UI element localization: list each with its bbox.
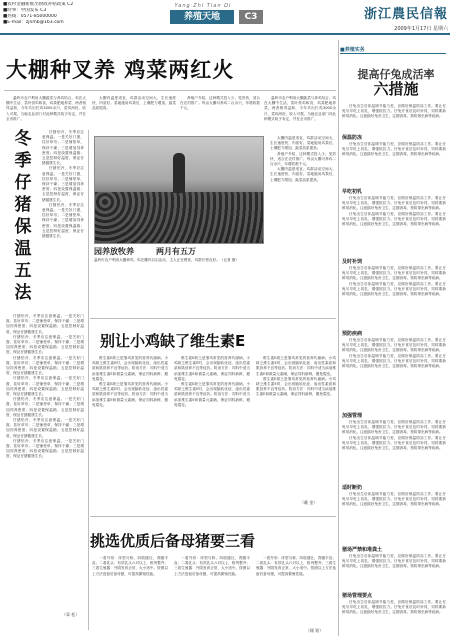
right-subhead[interactable]: 猪场严禁和堆粪土 bbox=[342, 547, 383, 553]
photo-side-text: 大棚内温度适宜，鸡群活动空间大，生长速度快，肉质好。菜地施用鸡粪后，土壤肥力增加，蔬菜品质提高。 养殖户介绍，这种模式投入少，见效快，适合在农村推广。每亩大棚可养鸡二百余只，年增收数千元。 大棚内温度适宜，鸡群活动空间大，生长速度快，肉质好。菜地施用鸡粪后，土壤肥力增加，蔬菜品质提高。 bbox=[270, 136, 336, 182]
publish-date: 2009年1月17日 星期六 bbox=[394, 26, 448, 32]
byline: （顾 铭） bbox=[306, 628, 324, 633]
index-line[interactable]: ■农村金融新推出财政补贴政策 C2 bbox=[3, 2, 74, 7]
right-subhead: 加强管理 bbox=[342, 413, 363, 419]
right-text: 仔兔出生后体温调节能力差，应做好保温防冻工作。要让仔兔尽早吃上初乳，增强抵抗力。仔兔开食后及时补饲，饲料要新鲜易消化。注意搞好兔舍卫生，定期消毒，预防球虫病等疾病。 bbox=[342, 142, 446, 157]
header-rule bbox=[0, 33, 450, 35]
index-lines bbox=[3, 2, 89, 26]
right-text: 仔兔出生后体温调节能力差，应做好保温防冻工作。要让仔兔尽早吃上初乳，增强抵抗力。仔兔开食后及时补饲，饲料要新鲜易消化。注意搞好兔舍卫生，定期消毒，预防球虫病等疾病。 bbox=[342, 554, 446, 569]
section-pinyin: Yang Zhi Tian Di bbox=[174, 3, 232, 9]
byline: （章 松） bbox=[62, 612, 80, 617]
vertical-title[interactable]: 冬 季 仔 猪 保 温 五 法 bbox=[14, 129, 32, 303]
right-column-label: ■养殖实务 bbox=[340, 46, 446, 54]
photo-note: 温岭市农户利用大棚养鸡，鸡在棚内自由活动，主人正在喂食，鸡群长势良好。（记者 摄） bbox=[94, 258, 239, 262]
masthead-logo: 浙江農民信報 bbox=[363, 7, 448, 22]
right-column-headline[interactable]: 提高仔兔成活率 六措施 bbox=[357, 68, 435, 98]
page-code: C3 bbox=[239, 10, 263, 24]
index-line: ■热线：0571-85000000 bbox=[3, 14, 57, 19]
right-subhead: 及时补饲 bbox=[342, 259, 363, 265]
right-text: 仔兔出生后体温调节能力差，应做好保温防冻工作。要让仔兔尽早吃上初乳，增强抵抗力。仔兔开食后及时补饲，饲料要新鲜易消化。注意搞好兔舍卫生，定期消毒，预防球虫病等疾病。 仔兔出生后体温调节能力差，应做好保温防冻工作。要让仔兔尽早吃上初乳，增强抵抗力。仔兔开食后及时补饲，饲料要新鲜易消化。注意搞好兔舍卫生，定期消毒，预防球虫病等疾病。 bbox=[342, 196, 446, 227]
article-photo[interactable] bbox=[94, 136, 264, 244]
farmer-figure bbox=[173, 153, 185, 193]
lead-paragraph: 温岭市农户利用大棚蔬菜与养鸡结合，鸡在大棚中生活，菜叶供鸡啄食，鸡粪肥地养菜，两者相得益彰，今年共出栏鸡3000余只，菜鸡两旺，收入可观。当地农业部门对此种模式给予肯定，并在全市推广。 bbox=[6, 96, 86, 121]
lead-paragraph-3: 养殖户介绍，这种模式投入少，见效快，适合在农村推广。每亩大棚可养鸡二百余只，年增收数千元。 bbox=[180, 96, 260, 111]
lead-paragraph-4: 温岭市农户利用大棚蔬菜与养鸡结合，鸡在大棚中生活，菜叶供鸡啄食，鸡粪肥地养菜，两者相得益彰，今年共出栏鸡3000余只，菜鸡两旺，收入可观。当地农业部门对此种模式给予肯定，并在全市推广。 bbox=[264, 96, 336, 121]
chicken-flock-image bbox=[95, 192, 264, 244]
section-title: 养殖天地 bbox=[170, 10, 234, 24]
article-a-col2: 维生素E缺乏是雏鸡常见的营养代谢病。小鸡缺乏维生素E时，会出现脑软化症、渗出性素质和肌营养不良等症状。防治方法：饲料中适当添加维生素E和微量元素硒，保证饲料新鲜，避免霉变。 维生素E缺乏是雏鸡常见的营养代谢病。小鸡缺乏维生素E时，会出现脑软化症、渗出性素质和肌营养不良等症状。防治方法：饲料中适当添加维生素E和微量元素硒，保证饲料新鲜，避免霉变。 bbox=[174, 356, 250, 407]
index-line: ■E-mail：zjnmb@163.com bbox=[3, 20, 64, 25]
right-text: 仔兔出生后体温调节能力差，应做好保温防冻工作。要让仔兔尽早吃上初乳，增强抵抗力。仔兔开食后及时补饲，饲料要新鲜易消化。注意搞好兔舍卫生，定期消毒，预防球虫病等疾病。 仔兔出生后体温调节能力差，应做好保温防冻工作。要让仔兔尽早吃上初乳，增强抵抗力。仔兔开食后及时补饲，饲料要新鲜易消化。注意搞好兔舍卫生，定期消毒，预防球虫病等疾病。 bbox=[342, 420, 446, 451]
right-intro-text: 仔兔出生后体温调节能力差，应做好保温防冻工作。要让仔兔尽早吃上初乳，增强抵抗力。仔兔开食后及时补饲，饲料要新鲜易消化。注意搞好兔舍卫生，定期消毒，预防球虫病等疾病。 bbox=[342, 104, 446, 119]
subheadline-vitamin-e[interactable]: 别让小鸡缺了维生素E bbox=[100, 332, 246, 350]
subheadline-sow-selection[interactable]: 挑选优质后备母猪要三看 bbox=[90, 532, 256, 550]
right-subhead: 早吃初乳 bbox=[342, 189, 363, 195]
right-text: 仔兔出生后体温调节能力差，应做好保温防冻工作。要让仔兔尽早吃上初乳，增强抵抗力。仔兔开食后及时补饲，饲料要新鲜易消化。注意搞好兔舍卫生，定期消毒，预防球虫病等疾病。 仔兔出生后体温调节能力差，应做好保温防冻工作。要让仔兔尽早吃上初乳，增强抵抗力。仔兔开食后及时补饲，饲料要新鲜易消化。注意搞好兔舍卫生，定期消毒，预防球虫病等疾病。 bbox=[342, 266, 446, 297]
byline: （戴 金） bbox=[300, 500, 318, 505]
lead-paragraph-2: 大棚内温度适宜，鸡群活动空间大，生长速度快，肉质好。菜地施用鸡粪后，土壤肥力增加，蔬菜品质提高。 bbox=[92, 96, 176, 111]
article-b-col3: 一看外形：体型匀称，四肢健壮，背腰平直；二看乳头：有效乳头六对以上，排列整齐；三看生殖器：外阴发育正常，大小适中。按照以上方法选留后备母猪，可提高繁殖性能。 bbox=[256, 556, 336, 576]
article-b-col2: 一看外形：体型匀称，四肢健壮，背腰平直；二看乳头：有效乳头六对以上，排列整齐；三看生殖器：外阴发育正常，大小适中。按照以上方法选留后备母猪，可提高繁殖性能。 bbox=[174, 556, 250, 576]
right-text: 仔兔出生后体温调节能力差，应做好保温防冻工作。要让仔兔尽早吃上初乳，增强抵抗力。仔兔开食后及时补饲，饲料要新鲜易消化。注意搞好兔舍卫生，定期消毒，预防球虫病等疾病。 仔兔出生后体温调节能力差，应做好保温防冻工作。要让仔兔尽早吃上初乳，增强抵抗力。仔兔开食后及时补饲，饲料要新鲜易消化。注意搞好兔舍卫生，定期消毒，预防球虫病等疾病。 bbox=[342, 338, 446, 369]
right-text: 仔兔出生后体温调节能力差，应做好保温防冻工作。要让仔兔尽早吃上初乳，增强抵抗力。仔兔开食后及时补饲，饲料要新鲜易消化。注意搞好兔舍卫生，定期消毒，预防球虫病等疾病。 bbox=[342, 600, 446, 615]
article-a-col1: 维生素E缺乏是雏鸡常见的营养代谢病。小鸡缺乏维生素E时，会出现脑软化症、渗出性素质和肌营养不良等症状。防治方法：饲料中适当添加维生素E和微量元素硒，保证饲料新鲜，避免霉变。 维生素E缺乏是雏鸡常见的营养代谢病。小鸡缺乏维生素E时，会出现脑软化症、渗出性素质和肌营养不良等症状。防治方法：饲料中适当添加维生素E和微量元素硒，保证饲料新鲜，避免霉变。 bbox=[92, 356, 168, 407]
right-subhead: 保温防冻 bbox=[342, 135, 363, 141]
right-subhead: 预防疾病 bbox=[342, 331, 363, 337]
left-column-text-2: 仔猪怕冷，冬季应注意保温。一是关好门窗，挂好草帘；二是铺垫草，保持干燥；三是增加饲养密度；四是设置保温箱；五是控制好温度，保证仔猪健康生长。 仔猪怕冷，冬季应注意保温。一是关好门窗，挂好草帘；二是铺垫草，保持干燥；三是增加饲养密度；四是设置保温箱；五是控制好温度，保证仔猪健康生长。 仔猪怕冷，冬季应注意保温。一是关好门窗，挂好草帘；二是铺垫草，保持干燥；三是增加饲养密度；四是设置保温箱；五是控制好温度，保证仔猪健康生长。 仔猪怕冷，冬季应注意保温。一是关好门窗，挂好草帘；二是铺垫草，保持干燥；三是增加饲养密度；四是设置保温箱；五是控制好温度，保证仔猪健康生长。 仔猪怕冷，冬季应注意保温。一是关好门窗，挂好草帘；二是铺垫草，保持干燥；三是增加饲养密度；四是设置保温箱；五是控制好温度，保证仔猪健康生长。 仔猪怕冷，冬季应注意保温。一是关好门窗，挂好草帘；二是铺垫草，保持干燥；三是增加饲养密度；四是设置保温箱；五是控制好温度，保证仔猪健康生长。 仔猪怕冷，冬季应注意保温。一是关好门窗，挂好草帘；二是铺垫草，保持干燥；三是增加饲养密度；四是设置保温箱；五是控制好温度，保证仔猪健康生长。 bbox=[6, 314, 84, 459]
left-column-text: 仔猪怕冷，冬季应注意保温。一是关好门窗，挂好草帘；二是铺垫草，保持干燥；三是增加饲养密度；四是设置保温箱；五是控制好温度，保证仔猪健康生长。 仔猪怕冷，冬季应注意保温。一是关好门窗，挂好草帘；二是铺垫草，保持干燥；三是增加饲养密度；四是设置保温箱；五是控制好温度，保证仔猪健康生长。 仔猪怕冷，冬季应注意保温。一是关好门窗，挂好草帘；二是铺垫草，保持干燥；三是增加饲养密度；四是设置保温箱；五是控制好温度，保证仔猪健康生长。 bbox=[42, 130, 84, 239]
right-subhead[interactable]: 猪场管理要点 bbox=[342, 593, 373, 599]
photo-caption: 园养放牧养 两月有五万 bbox=[94, 246, 196, 256]
main-headline[interactable]: 大棚种叉养 鸡菜两红火 bbox=[6, 57, 235, 82]
article-a-col3: 维生素E缺乏是雏鸡常见的营养代谢病。小鸡缺乏维生素E时，会出现脑软化症、渗出性素质和肌营养不良等症状。防治方法：饲料中适当添加维生素E和微量元素硒，保证饲料新鲜，避免霉变。 维生素E缺乏是雏鸡常见的营养代谢病。小鸡缺乏维生素E时，会出现脑软化症、渗出性素质和肌营养不良等症状。防治方法：饲料中适当添加维生素E和微量元素硒，保证饲料新鲜，避免霉变。 bbox=[256, 356, 336, 397]
right-subhead: 适时断奶 bbox=[342, 485, 363, 491]
index-line[interactable]: ■时事：中国发布 C3 bbox=[3, 8, 47, 13]
page-header bbox=[0, 0, 450, 36]
article-b-col1: 一看外形：体型匀称，四肢健壮，背腰平直；二看乳头：有效乳头六对以上，排列整齐；三看生殖器：外阴发育正常，大小适中。按照以上方法选留后备母猪，可提高繁殖性能。 bbox=[92, 556, 168, 576]
right-text: 仔兔出生后体温调节能力差，应做好保温防冻工作。要让仔兔尽早吃上初乳，增强抵抗力。仔兔开食后及时补饲，饲料要新鲜易消化。注意搞好兔舍卫生，定期消毒，预防球虫病等疾病。 bbox=[342, 492, 446, 507]
